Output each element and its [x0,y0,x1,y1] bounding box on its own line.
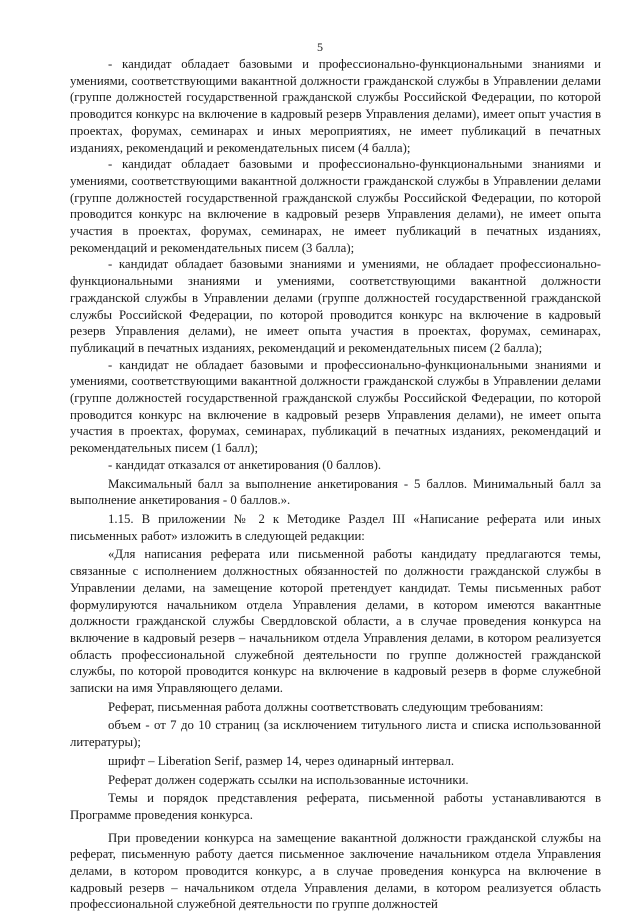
paragraph-criterion-2-points: - кандидат обладает базовыми знаниями и умениями, не обладает профессионально-функциональными знаниями и умениями, соответствующими вакантной должности гражданской службы в Управлении делами (группе должностей государственной гражданской службы Российской Федерации, по которой проводится конкурс на включение в кадровый резерв Управления делами), не имеет опыта участия в проектах, форумах, семинарах, публикаций в печатных изданиях, рекомендаций и рекомендательных писем (2 балла); [70,257,601,355]
paragraph-section-1-15: 1.15. В приложении № 2 к Методике Раздел III «Написание реферата или иных письменных работ» изложить в следующей редакции: [70,511,601,543]
document-body [70,56,601,913]
paragraph-requirements-intro: Реферат, письменная работа должны соответствовать следующим требованиям: [108,699,544,714]
paragraph-written-conclusion: При проведении конкурса на замещение вакантной должности гражданской службы на реферат, письменную работу дается письменное заключение начальником отдела Управления делами, в котором проводится конкурс, а в случае проведения конкурса на включение в кадровый резерв – начальником отдела Управления делами, в котором реализуется область профессиональной служебной деятельности по группе должностей [70,830,601,912]
page-number: 5 [317,40,323,54]
paragraph-essay-topics: «Для написания реферата или письменной работы кандидату предлагаются темы, связанные с исполнением должностных обязанностей по должности гражданской службы в Управлении делами, на замещение которой претендует кандидат. Темы письменных работ формулируются начальником отдела Управления делами, в котором имеются вакантные должности гражданской службы Свердловской области, а в случае проведения конкурса на включение в кадровый резерв – начальником отдела Управления делами, в котором реализуется область профессиональной служебной деятельности по группе должностей гражданской службы, по которой проводится конкурс на включение в кадровый резерв в форме служебной записки на имя Управляющего делами. [70,547,601,696]
paragraph-requirement-font: шрифт – Liberation Serif, размер 14, через одинарный интервал. [108,753,455,768]
paragraph-references: Реферат должен содержать ссылки на использованные источники. [108,772,469,787]
paragraph-topics-order: Темы и порядок представления реферата, письменной работы устанавливаются в Программе проведения конкурса. [70,791,601,822]
paragraph-criterion-3-points: - кандидат обладает базовыми и профессионально-функциональными знаниями и умениями, соответствующими вакантной должности гражданской службы в Управлении делами (группе должностей государственной гражданской службы Российской Федерации, по которой проводится конкурс на включение в кадровый резерв Управления делами), не имеет опыта участия в проектах, форумах, семинарах, не имеет публикаций в печатных изданиях, рекомендаций и рекомендательных писем (3 балла); [70,157,601,255]
paragraph-criterion-4-points: - кандидат обладает базовыми и профессионально-функциональными знаниями и умениями, соответствующими вакантной должности гражданской службы в Управлении делами (группе должностей государственной гражданской службы Российской Федерации, по которой проводится конкурс на включение в кадровый резерв Управления делами), имеет опыт участия в проектах, форумах, семинарах и иных мероприятиях, не имеет публикаций в печатных изданиях, рекомендаций и рекомендательных писем (4 балла); [70,57,601,155]
paragraph-requirement-volume: объем - от 7 до 10 страниц (за исключением титульного листа и списка использованной литературы); [70,718,601,750]
paragraph-score-range: Максимальный балл за выполнение анкетирования - 5 баллов. Минимальный балл за выполнение анкетирования - 0 баллов.». [70,476,601,508]
paragraph-criterion-1-point: - кандидат не обладает базовыми и профессионально-функциональными знаниями и умениями, соответствующими вакантной должности гражданской службы в Управлении делами (группе должностей государственной гражданской службы Российской Федерации, по которой проводится конкурс на включение в кадровый резерв Управления делами), не имеет опыта участия в проектах, форумах, семинарах, публикаций в печатных изданиях, рекомендаций и рекомендательных писем (1 балл); [70,357,601,456]
paragraph-criterion-0-points: - кандидат отказался от анкетирования (0 баллов). [108,457,382,472]
